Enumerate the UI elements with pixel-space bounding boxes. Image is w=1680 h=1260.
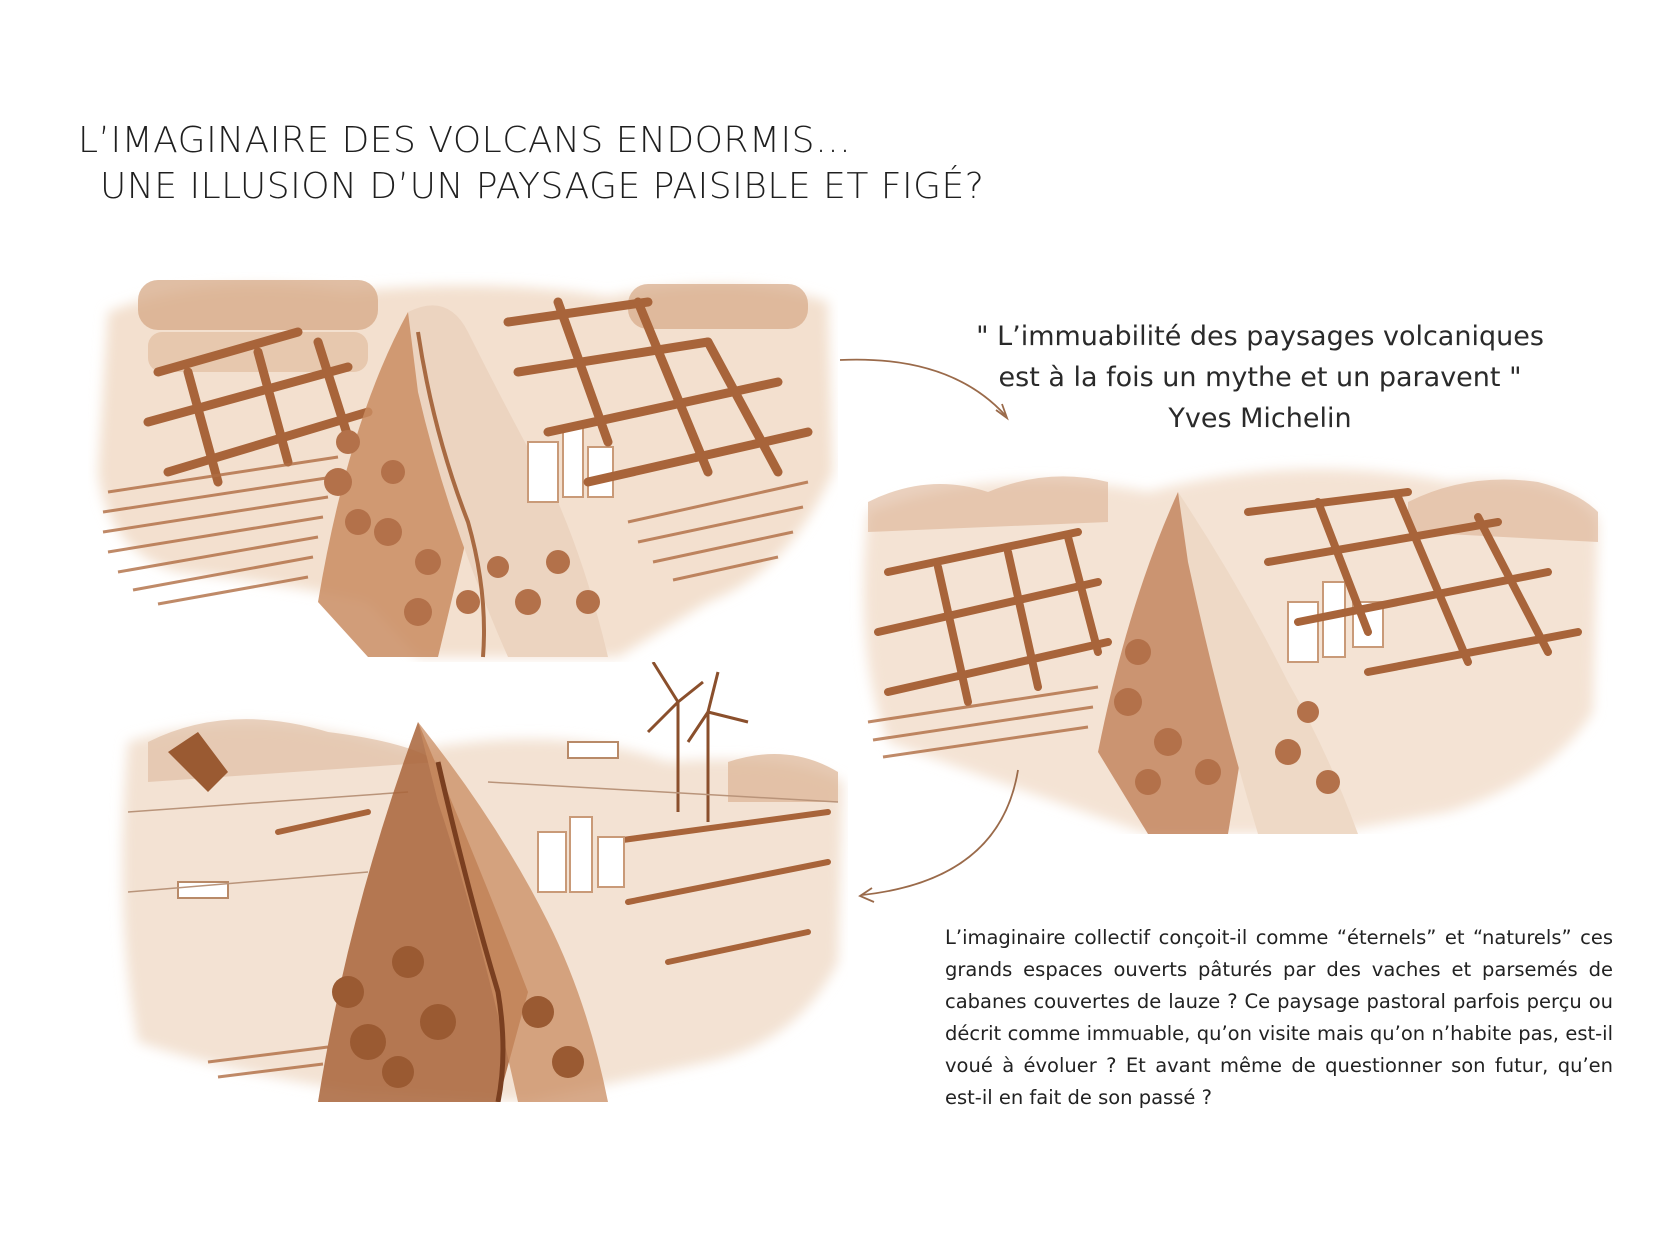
curved-arrow-icon-2 — [840, 760, 1040, 910]
quote-line-2: est à la fois un mythe et un paravent " — [998, 362, 1522, 393]
page-title — [78, 118, 984, 210]
illustration-open-pasture-landscape — [108, 662, 848, 1102]
quote-line-1: " L’immuabilité des paysages volcaniques — [976, 321, 1544, 352]
quote-block — [960, 316, 1560, 439]
illustration-wooded-landscape — [88, 272, 838, 662]
title-line-1: L’IMAGINAIRE DES VOLCANS ENDORMIS… — [78, 120, 852, 161]
quote-author: Yves Michelin — [1168, 403, 1352, 434]
title-line-2: UNE ILLUSION D’UN PAYSAGE PAISIBLE ET FIGÉ? — [100, 166, 985, 207]
caption-paragraph: L’imaginaire collectif conçoit-il comme “éternels” et “naturels” ces grands espaces ouverts pâturés par des vaches et parsemés de cabanes couvertes de lauze ? Ce paysage pastoral parfois perçu ou décrit comme immuable, qu’on visite mais qu’on n’habite pas, est-il voué à évoluer ? Et avant même de questionner son futur, qu’en est-il en fait de son passé ? — [945, 926, 1613, 1109]
